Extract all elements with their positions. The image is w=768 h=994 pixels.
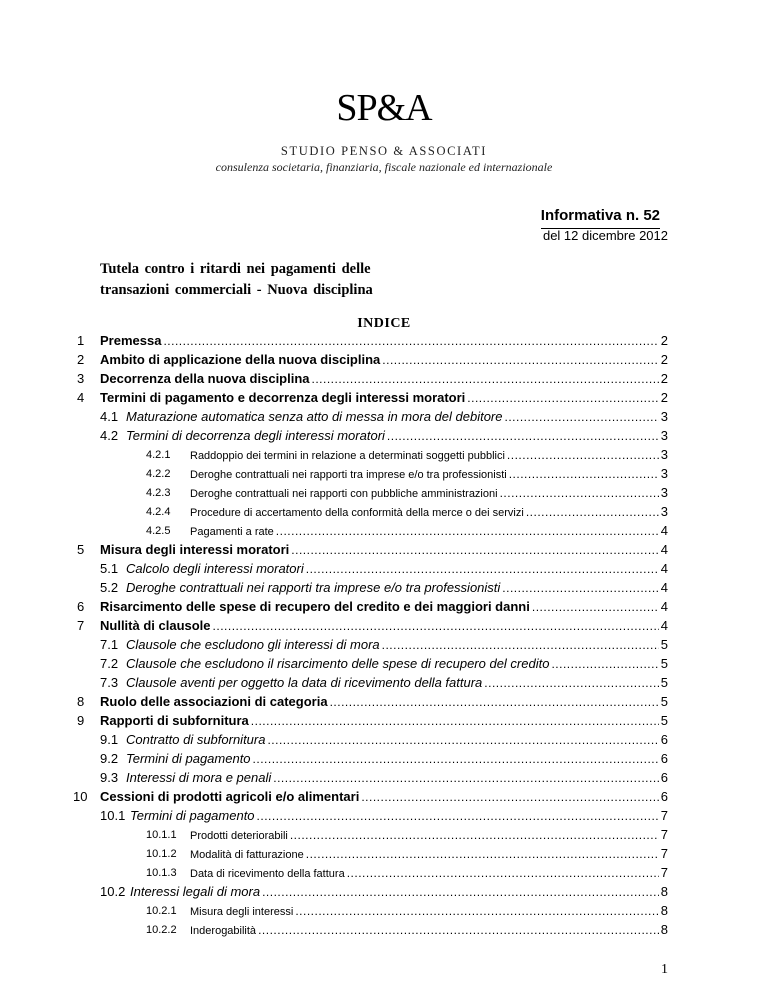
toc-number: 4.2.1 <box>146 449 171 461</box>
toc-number: 5 <box>77 542 85 557</box>
toc-page: 8 <box>660 903 668 918</box>
document-title-line-1: Tutela contro i ritardi nei pagamenti delle <box>100 261 371 277</box>
toc-number: 5.2 <box>100 580 119 595</box>
toc-page: 5 <box>660 656 668 671</box>
toc-title: Data di ricevimento della fattura <box>190 868 345 880</box>
toc-page: 6 <box>660 751 668 766</box>
toc-page: 7 <box>660 808 668 823</box>
toc-page: 3 <box>660 504 668 519</box>
toc-page: 8 <box>660 884 668 899</box>
toc-entry[interactable] <box>0 788 768 806</box>
toc-title: Premessa <box>100 333 162 348</box>
toc-page: 5 <box>660 694 668 709</box>
toc-entry[interactable] <box>0 674 768 692</box>
toc-title: Interessi legali di mora <box>130 884 261 899</box>
toc-page: 8 <box>660 922 668 937</box>
toc-number: 9 <box>77 713 85 728</box>
toc-entry[interactable] <box>0 731 768 749</box>
toc-title: Nullità di clausole <box>100 618 211 633</box>
toc-number: 10.1.1 <box>146 829 177 841</box>
toc-title: Clausole aventi per oggetto la data di ricevimento della fattura <box>126 675 483 690</box>
toc-title: Clausole che escludono gli interessi di mora <box>126 637 380 652</box>
toc-entry[interactable] <box>0 579 768 597</box>
toc-number: 7.3 <box>100 675 119 690</box>
toc-number: 7.1 <box>100 637 119 652</box>
toc-entry[interactable] <box>0 351 768 369</box>
document-title <box>100 259 480 301</box>
toc-title: Termini di pagamento e decorrenza degli interessi moratori <box>100 390 466 405</box>
toc-title: Deroghe contrattuali nei rapporti tra imprese e/o tra professionisti <box>190 469 507 481</box>
toc-entry[interactable] <box>0 902 768 920</box>
toc-number: 4.1 <box>100 409 119 424</box>
toc-page: 5 <box>660 675 668 690</box>
toc-title: Deroghe contrattuali nei rapporti con pubbliche amministrazioni <box>190 488 498 500</box>
informativa-title: Informativa n. 52 <box>541 207 660 229</box>
toc-number: 6 <box>77 599 85 614</box>
toc-number: 9.2 <box>100 751 119 766</box>
toc-entry[interactable] <box>0 750 768 768</box>
toc-title: Cessioni di prodotti agricoli e/o alimentari <box>100 789 360 804</box>
toc-number: 7 <box>77 618 85 633</box>
toc-entry[interactable] <box>0 541 768 559</box>
toc-number: 8 <box>77 694 85 709</box>
toc-entry[interactable] <box>0 883 768 901</box>
firm-name: STUDIO PENSO & ASSOCIATI <box>280 144 488 158</box>
toc-title: Raddoppio dei termini in relazione a determinati soggetti pubblici <box>190 450 505 462</box>
toc-number: 9.3 <box>100 770 119 785</box>
toc-title: Ambito di applicazione della nuova disciplina <box>100 352 381 367</box>
toc-page: 7 <box>660 865 668 880</box>
toc-title: Maturazione automatica senza atto di messa in mora del debitore <box>126 409 503 424</box>
toc-title: Misura degli interessi <box>190 906 294 918</box>
toc-page: 4 <box>660 561 668 576</box>
toc-title: Risarcimento delle spese di recupero del credito e dei maggiori danni <box>100 599 530 614</box>
toc-page: 3 <box>660 485 668 500</box>
toc-page: 7 <box>660 846 668 861</box>
toc-number: 7.2 <box>100 656 119 671</box>
toc-entry[interactable] <box>0 389 768 407</box>
toc-entry[interactable] <box>0 826 768 844</box>
firm-logo: SP&A <box>336 87 432 129</box>
informativa-date: del 12 dicembre 2012 <box>542 228 668 243</box>
toc-number: 4.2.3 <box>146 487 171 499</box>
toc-number: 4.2.4 <box>146 506 171 518</box>
toc-entry[interactable] <box>0 484 768 502</box>
toc-title: Termini di pagamento <box>130 808 255 823</box>
toc-page: 5 <box>660 713 668 728</box>
toc-title: Pagamenti a rate <box>190 526 274 538</box>
toc-title: Clausole che escludono il risarcimento delle spese di recupero del credito <box>126 656 550 671</box>
toc-entry[interactable] <box>0 636 768 654</box>
toc-number: 5.1 <box>100 561 119 576</box>
toc-title: Interessi di mora e penali <box>126 770 272 785</box>
toc-entry[interactable] <box>0 465 768 483</box>
toc-entry[interactable] <box>0 446 768 464</box>
toc-page: 5 <box>660 637 668 652</box>
toc-entry[interactable] <box>0 693 768 711</box>
toc-page: 2 <box>660 333 668 348</box>
toc-number: 1 <box>77 333 85 348</box>
toc-number: 10.1 <box>100 808 126 823</box>
toc-entry[interactable] <box>0 617 768 635</box>
toc-page: 2 <box>660 352 668 367</box>
toc-number: 10 <box>73 789 88 804</box>
toc-page: 6 <box>660 770 668 785</box>
toc-number: 4.2 <box>100 428 119 443</box>
toc-page: 4 <box>660 523 668 538</box>
toc-entry[interactable] <box>0 598 768 616</box>
toc-entry[interactable] <box>0 427 768 445</box>
toc-number: 10.1.3 <box>146 867 177 879</box>
toc-entry[interactable] <box>0 864 768 882</box>
toc-page: 4 <box>660 542 668 557</box>
toc-page: 4 <box>660 580 668 595</box>
toc-page: 4 <box>660 618 668 633</box>
toc-entry[interactable] <box>0 769 768 787</box>
toc-page: 6 <box>660 732 668 747</box>
firm-tagline: consulenza societaria, finanziaria, fiscale nazionale ed internazionale <box>215 160 553 174</box>
page-number: 1 <box>661 962 668 977</box>
toc-title: Termini di pagamento <box>126 751 251 766</box>
toc-number: 4 <box>77 390 85 405</box>
toc-number: 9.1 <box>100 732 119 747</box>
toc-page: 2 <box>660 390 668 405</box>
index-heading: INDICE <box>357 316 411 331</box>
toc-title: Modalità di fatturazione <box>190 849 304 861</box>
toc-entry[interactable] <box>0 807 768 825</box>
toc-entry[interactable] <box>0 332 768 350</box>
toc-entry[interactable] <box>0 503 768 521</box>
toc-number: 10.2.1 <box>146 905 177 917</box>
toc-page: 3 <box>660 428 668 443</box>
toc-entry[interactable] <box>0 921 768 939</box>
toc-page: 7 <box>660 827 668 842</box>
toc-title: Misura degli interessi moratori <box>100 542 290 557</box>
toc-title: Procedure di accertamento della conformità della merce o dei servizi <box>190 507 524 519</box>
toc-page: 2 <box>660 371 668 386</box>
toc-title: Prodotti deteriorabili <box>190 830 288 842</box>
toc-number: 10.1.2 <box>146 848 177 860</box>
toc-title: Ruolo delle associazioni di categoria <box>100 694 328 709</box>
toc-title: Inderogabilità <box>190 925 257 937</box>
toc-entry[interactable] <box>0 655 768 673</box>
toc-page: 3 <box>660 409 668 424</box>
toc-title: Calcolo degli interessi moratori <box>126 561 304 576</box>
toc-page: 4 <box>660 599 668 614</box>
toc-number: 4.2.5 <box>146 525 171 537</box>
toc-page: 6 <box>660 789 668 804</box>
toc-page: 3 <box>660 447 668 462</box>
toc-number: 2 <box>77 352 85 367</box>
toc-entry[interactable] <box>0 522 768 540</box>
toc-title: Deroghe contrattuali nei rapporti tra imprese e/o tra professionisti <box>126 580 501 595</box>
toc-title: Contratto di subfornitura <box>126 732 266 747</box>
toc-title: Rapporti di subfornitura <box>100 713 249 728</box>
toc-title: Decorrenza della nuova disciplina <box>100 371 310 386</box>
toc-number: 4.2.2 <box>146 468 171 480</box>
toc-entry[interactable] <box>0 408 768 426</box>
toc-entry[interactable] <box>0 560 768 578</box>
toc-title: Termini di decorrenza degli interessi moratori <box>126 428 385 443</box>
toc-page: 3 <box>660 466 668 481</box>
toc-number: 10.2.2 <box>146 924 177 936</box>
document-title-line-2: transazioni commerciali - Nuova disciplina <box>100 282 373 298</box>
toc-number: 3 <box>77 371 85 386</box>
toc-number: 10.2 <box>100 884 126 899</box>
toc-entry[interactable] <box>0 845 768 863</box>
toc-entry[interactable] <box>0 712 768 730</box>
toc-entry[interactable] <box>0 370 768 388</box>
